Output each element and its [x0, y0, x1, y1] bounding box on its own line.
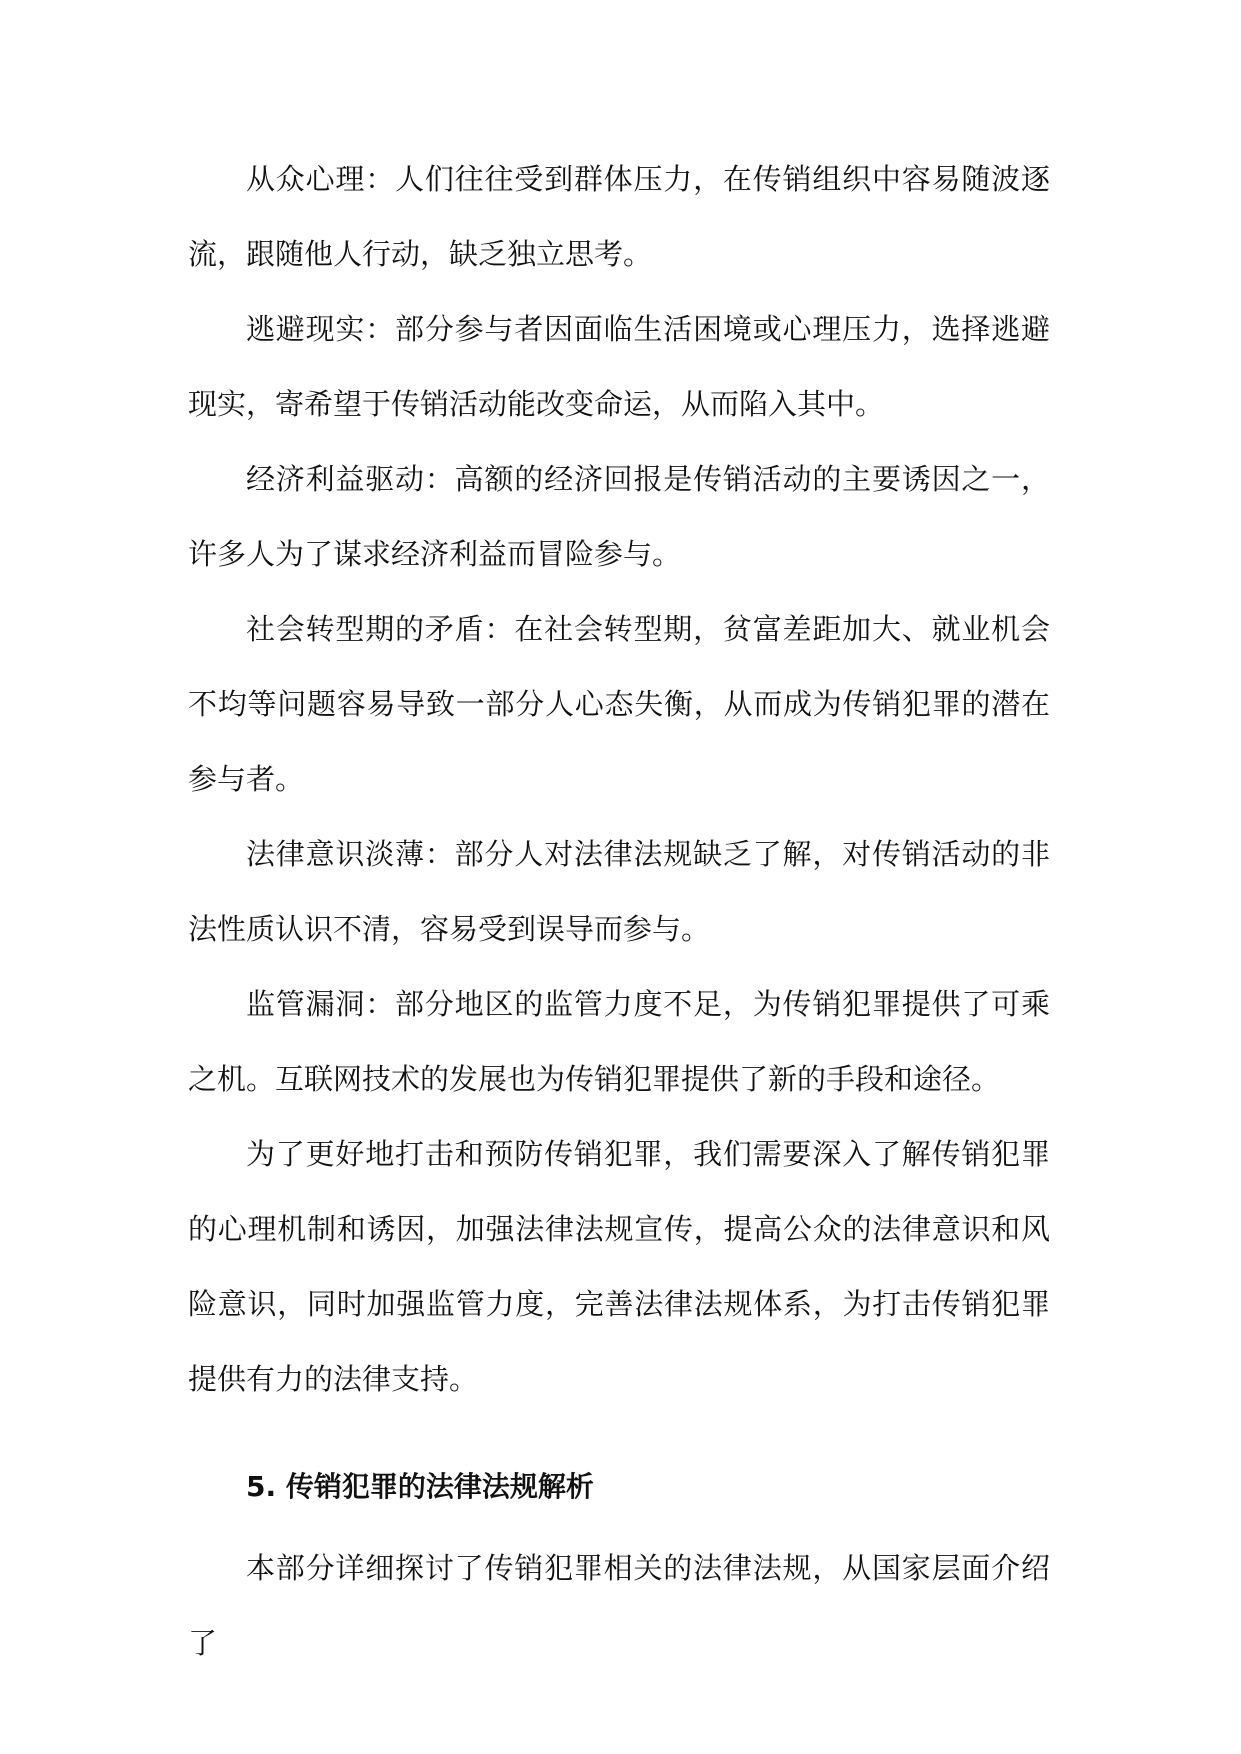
document-body [188, 142, 1050, 1681]
section-intro-paragraph: 本部分详细探讨了传销犯罪相关的法律法规，从国家层面介绍了 [188, 1551, 1050, 1660]
paragraph-social-transition: 社会转型期的矛盾：在社会转型期，贫富差距加大、就业机会不均等问题容易导致一部分人心态失衡，从而成为传销犯罪的潜在参与者。 [188, 612, 1050, 796]
paragraph-conformity: 从众心理：人们往往受到群体压力，在传销组织中容易随波逐流，跟随他人行动，缺乏独立思考。 [188, 162, 1050, 271]
paragraph-legal-awareness: 法律意识淡薄：部分人对法律法规缺乏了解，对传销活动的非法性质认识不清，容易受到误导而参与。 [188, 837, 1050, 946]
paragraph-economic-interest: 经济利益驱动：高额的经济回报是传销活动的主要诱因之一，许多人为了谋求经济利益而冒险参与。 [188, 462, 1050, 571]
paragraph-conclusion: 为了更好地打击和预防传销犯罪，我们需要深入了解传销犯罪的心理机制和诱因，加强法律法规宣传，提高公众的法律意识和风险意识，同时加强监管力度，完善法律法规体系，为打击传销犯罪提供有力的法律支持。 [188, 1137, 1050, 1396]
paragraph-regulatory-gaps: 监管漏洞：部分地区的监管力度不足，为传销犯罪提供了可乘之机。互联网技术的发展也为传销犯罪提供了新的手段和途径。 [188, 987, 1050, 1096]
paragraph-escapism: 逃避现实：部分参与者因面临生活困境或心理压力，选择逃避现实，寄希望于传销活动能改变命运，从而陷入其中。 [188, 312, 1050, 421]
section-heading: 5. 传销犯罪的法律法规解析 [246, 1470, 594, 1503]
